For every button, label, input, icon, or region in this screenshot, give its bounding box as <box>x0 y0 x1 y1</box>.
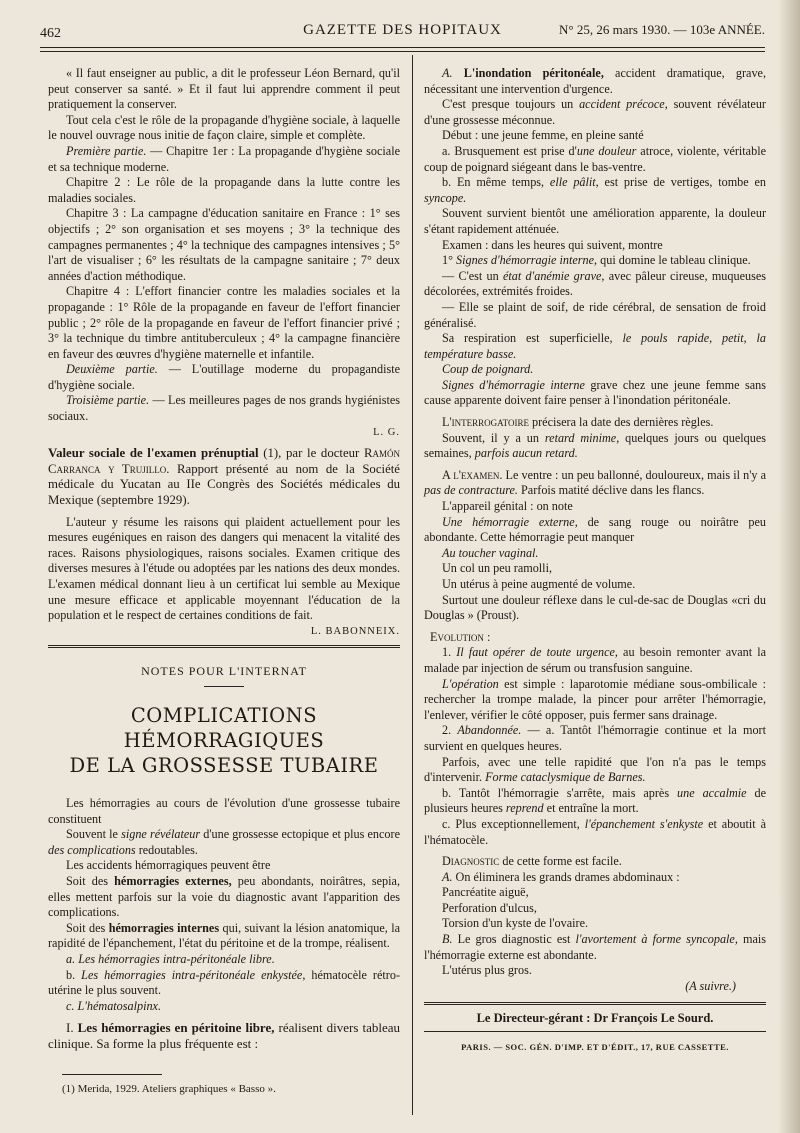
paragraph: Les accidents hémorragiques peuvent être <box>66 858 271 873</box>
paragraph: — Elle se plaint de soif, de ride cérébral, de sensation de froid généralisé. <box>424 299 766 330</box>
section-rule <box>48 645 400 648</box>
paragraph: B. Le gros diagnostic est l'avortement à forme syncopale, mais l'hémorragie externe est abondante. <box>424 932 767 962</box>
paragraph: a. Brusquement est prise d'une douleur atroce, violente, véritable coup de poignard siégeant dans le bas-ventre. <box>424 143 766 174</box>
paragraph: Souvent le signe révélateur d'une grossesse ectopique et plus encore des complications redoutables. <box>48 827 400 857</box>
paragraph: Chapitre 2 : Le rôle de la propagande dans la lutte contre les maladies sociales. <box>48 175 400 205</box>
paragraph: 1° Signes d'hémorragie interne, qui domine le tableau clinique. <box>442 253 751 268</box>
paragraph: Troisième partie. — Les meilleures pages de nos grands hygiénistes sociaux. <box>48 393 400 424</box>
paragraph: Première partie. — Chapitre 1er : La propagande d'hygiène sociale et sa technique moderne. <box>48 143 400 174</box>
section-heading: NOTES POUR L'INTERNAT <box>141 664 307 679</box>
page-header <box>40 20 765 40</box>
paragraph: L'interrogatoire précisera la date des dernières règles. <box>442 415 714 430</box>
paragraph: — C'est un état d'anémie grave, avec pâleur cireuse, muqueuses décolorées, extrémités froides. <box>424 268 766 299</box>
paragraph: A. L'inondation péritonéale, accident dramatique, grave, nécessitant une intervention d'urgence. <box>424 66 767 96</box>
paragraph: Chapitre 3 : La campagne d'éducation sanitaire en France : 1° ses objectifs ; 2° son organisation et ses moyens ; 3° la technique des campagnes permanentes ; 4° la technique des campagnes intensives ; 5° l'art de visualiser ; 6° les résultats de la campagne sanitaire ; 7° deux années d'action méthodique. <box>48 206 400 283</box>
list-item: b. Les hémorragies intra-péritonéale enkystée, hématocèle rétro-utérine le plus souvent. <box>48 967 400 998</box>
paragraph: Surtout une douleur réflexe dans le cul-de-sac de Douglas «cri du Douglas » (Proust). <box>424 592 766 623</box>
paragraph: c. Plus exceptionnellement, l'épanchement s'enkyste et aboutit à l'hématocèle. <box>424 816 766 847</box>
list-item: a. Les hémorragies intra-péritonéale libre. <box>66 951 275 966</box>
signature: L. BABONNEIX. <box>310 625 400 637</box>
paragraph: 1. Il faut opérer de toute urgence, au besoin remonter avant la malade par injection de sérum ou transfusion sanguine. <box>424 645 766 675</box>
paragraph: Chapitre 4 : L'effort financier contre les maladies sociales et la propagande : 1° Rôle de la propagande en faveur de l'effort financier public ; 2° rôle de la propagande en faveur de l'effort financier privé ; 3° la technique du timbre antituberculeux ; 4° la campagne financière en faveur des œuvres d'hygiène maternelle et infantile. <box>48 284 400 361</box>
footer-rule <box>424 1031 766 1032</box>
paragraph: Signes d'hémorragie interne grave chez une jeune femme sans cause apparente doivent faire penser à l'inondation péritonéale. <box>424 377 766 408</box>
article-title-line-2: DE LA GROSSESSE TUBAIRE <box>69 753 379 777</box>
list-item: Pancréatite aiguë, <box>442 885 529 900</box>
paragraph: L'appareil génital : on note <box>442 499 573 514</box>
footnote-rule <box>62 1074 162 1075</box>
paragraph: Sa respiration est superficielle, le pouls rapide, petit, la température basse. <box>424 331 767 361</box>
article-title-line-1: COMPLICATIONS HÉMORRAGIQUES <box>123 703 325 752</box>
section-rule <box>424 1002 766 1005</box>
paragraph: A l'examen. Le ventre : un peu ballonné, douloureux, mais il n'y a pas de contracture. Parfois matité déclive dans les flancs. <box>424 467 766 498</box>
list-item: Perforation d'ulcus, <box>442 900 537 915</box>
paragraph: Examen : dans les heures qui suivent, montre <box>442 237 663 252</box>
paragraph: I. Les hémorragies en péritoine libre, réalisent divers tableau clinique. Sa forme la plus fréquente est : <box>48 1020 400 1051</box>
list-item: c. L'hématosalpinx. <box>66 998 162 1013</box>
paragraph: C'est presque toujours un accident précoce, souvent révélateur d'une grossesse méconnue. <box>424 97 766 127</box>
review-heading: Valeur sociale de l'examen prénuptial (1), par le docteur Ramón Carranca y Trujillo. Rapport présenté au nom de la Société médicale du Yucatan au IIe Congrès des Sociétés médicales du Mexique (septembre 1929). <box>48 446 400 508</box>
list-item: Torsion d'un kyste de l'ovaire. <box>442 916 589 931</box>
page-number: 462 <box>40 26 61 41</box>
paragraph: Soit des hémorragies externes, peu abondants, noirâtres, sepia, elles mettent parfois sur la voie du diagnostic avant l'apparition des complications. <box>48 873 400 920</box>
footnote: (1) Merida, 1929. Ateliers graphiques « Basso ». <box>62 1083 276 1095</box>
director-line: Le Directeur-gérant : Dr François Le Sourd. <box>476 1011 714 1026</box>
paragraph: Souvent, il y a un retard minime, quelques jours ou quelques semaines, parfois aucun retard. <box>424 430 766 461</box>
paragraph: 2. Abandonnée. — a. Tantôt l'hémorragie continue et la mort survient en quelques heures. <box>424 723 767 753</box>
issue-info: N° 25, 26 mars 1930. — 103e ANNÉE. <box>559 22 765 37</box>
imprint-line: PARIS. — SOC. GÉN. D'IMP. ET D'ÉDIT., 17, RUE CASSETTE. <box>461 1042 729 1053</box>
signature: L. G. <box>373 426 400 438</box>
header-rule-2 <box>40 51 765 52</box>
paragraph: b. En même temps, elle pâlit, est prise de vertiges, tombe en syncope. <box>424 175 767 205</box>
right-column <box>424 66 766 1056</box>
paragraph: Diagnostic de cette forme est facile. <box>442 854 622 869</box>
paragraph: L'opération est simple : laparotomie médiane sous-ombilicale : rechercher la trompe malade, la pincer pour arrêter l'hémorragie, l'enlever, vérifier le côté opposer, puis fermer sans drainage. <box>424 676 766 722</box>
paragraph: Souvent survient bientôt une amélioration apparente, la douleur s'étant rapidement atténuée. <box>424 206 766 236</box>
paragraph: b. Tantôt l'hémorragie s'arrête, mais après une accalmie de plusieurs heures reprend et entraîne la mort. <box>424 785 767 816</box>
paragraph: Un utérus à peine augmenté de volume. <box>442 577 636 591</box>
to-be-continued: (A suivre.) <box>685 978 736 993</box>
paragraph: Coup de poignard. <box>442 362 534 377</box>
paragraph: Tout cela c'est le rôle de la propagande d'hygiène sociale, à laquelle le nouvel ouvrage nous initie de façon claire, simple et complète. <box>48 112 400 143</box>
paragraph: Début : une jeune femme, en pleine santé <box>442 128 644 143</box>
paragraph: A. On éliminera les grands drames abdominaux : <box>442 869 680 884</box>
left-column <box>48 66 400 1051</box>
article-title <box>48 703 400 778</box>
paragraph: L'auteur y résume les raisons qui plaident actuellement pour les mesures eugéniques en raison des dangers qui menacent la vitalité des races. Raisons physiologiques, raisons sociales. Examen critique des diverses mesures à l'étude ou adoptées par les nations des deux mondes. L'examen médical donnant lieu à un certificat lui semble au Mexique une mesure efficace et applicable moyennant l'éducation de la population et le respect de certaines conditions de fait. <box>48 514 400 623</box>
paragraph: Parfois, avec une telle rapidité que l'on n'a pas le temps d'intervenir. Forme cataclysmique de Barnes. <box>424 754 766 785</box>
journal-title: GAZETTE DES HOPITAUX <box>303 22 502 38</box>
paragraph: Un col un peu ramolli, <box>442 561 553 576</box>
paragraph: Une hémorragie externe, de sang rouge ou noirâtre peu abondante. Cette hémorragie peut manquer <box>424 514 766 545</box>
header-rule <box>40 47 765 48</box>
column-divider <box>412 55 413 1115</box>
paragraph: Deuxième partie. — L'outillage moderne du propagandiste d'hygiène sociale. <box>48 362 400 392</box>
short-rule <box>204 686 244 687</box>
subheading-evolution: Evolution : <box>430 629 491 644</box>
paragraph: Soit des hémorragies internes qui, suivant la lésion anatomique, la rapidité de l'épanchement, l'état du péritoine et de la trompe, réalisent. <box>48 920 401 951</box>
paragraph: Les hémorragies au cours de l'évolution d'une grossesse tubaire constituent <box>48 795 400 826</box>
page-edge-shadow <box>778 0 800 1133</box>
paragraph: Au toucher vaginal. <box>442 545 539 560</box>
paragraph: L'utérus plus gros. <box>442 963 532 978</box>
paragraph: « Il faut enseigner au public, a dit le professeur Léon Bernard, qu'il peut conserver sa santé. » Et il faut lui apprendre comment il peut pratiquement la conserver. <box>48 66 400 112</box>
